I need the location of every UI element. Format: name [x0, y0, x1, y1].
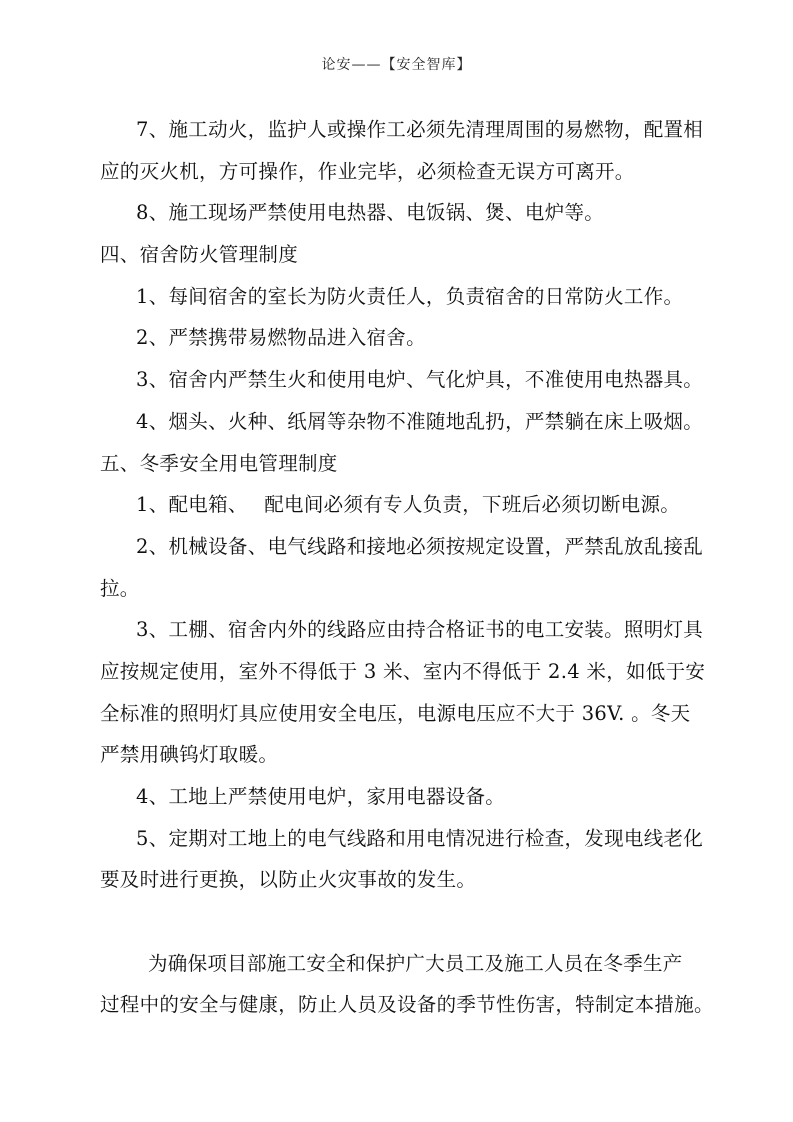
text-line: 全标准的照明灯具应使用安全电压，电源电压应不大于 36V. 。冬天 [100, 701, 691, 725]
text-line: 应的灭火机，方可操作，作业完毕，必须检查无误方可离开。 [100, 159, 635, 183]
text-line: 7、施工动火，监护人或操作工必须先清理周围的易燃物，配置相 [136, 118, 704, 141]
text-line: 4、工地上严禁使用电炉，家用电器设备。 [136, 785, 506, 808]
text-line: 4、烟头、火种、纸屑等杂物不准随地乱扔，严禁躺在床上吸烟。 [136, 409, 704, 433]
text-line: 5、定期对工地上的电气线路和用电情况进行检查，发现电线老化 [136, 826, 704, 850]
text-line: 应按规定使用，室外不得低于 3 米、室内不得低于 2.4 米，如低于安 [100, 659, 706, 683]
text-line: 为确保项目部施工安全和保护广大员工及施工人员在冬季生产 [148, 951, 683, 975]
section-heading: 四、宿舍防火管理制度 [100, 243, 299, 267]
text-line: 1、配电箱、 配电间必须有专人负责，下班后必须切断电源。 [136, 493, 681, 517]
text-line: 2、严禁携带易燃物品进入宿舍。 [136, 326, 426, 350]
document-body [100, 109, 714, 1026]
section-heading: 五、冬季安全用电管理制度 [100, 451, 338, 475]
text-line: 3、宿舍内严禁生火和使用电炉、气化炉具，不准使用电热器具。 [136, 368, 704, 392]
text-line: 3、工棚、宿舍内外的线路应由持合格证书的电工安装。照明灯具 [136, 618, 704, 642]
text-line: 1、每间宿舍的室长为防火责任人，负责宿舍的日常防火工作。 [136, 284, 684, 308]
text-line: 过程中的安全与健康，防止人员及设备的季节性伤害，特制定本措施。 [100, 993, 714, 1017]
text-line: 2、机械设备、电气线路和接地必须按规定设置，严禁乱放乱接乱 [136, 534, 704, 558]
text-line: 拉。 [100, 576, 140, 600]
page-header: 论安——【安全智库】 [321, 57, 472, 73]
text-line [100, 901, 678, 943]
text-line: 严禁用碘钨灯取暖。 [100, 743, 279, 767]
text-line: 要及时进行更换，以防止火灾事故的发生。 [100, 868, 477, 892]
text-line: 8、施工现场严禁使用电热器、电饭锅、煲、电炉等。 [136, 201, 605, 225]
